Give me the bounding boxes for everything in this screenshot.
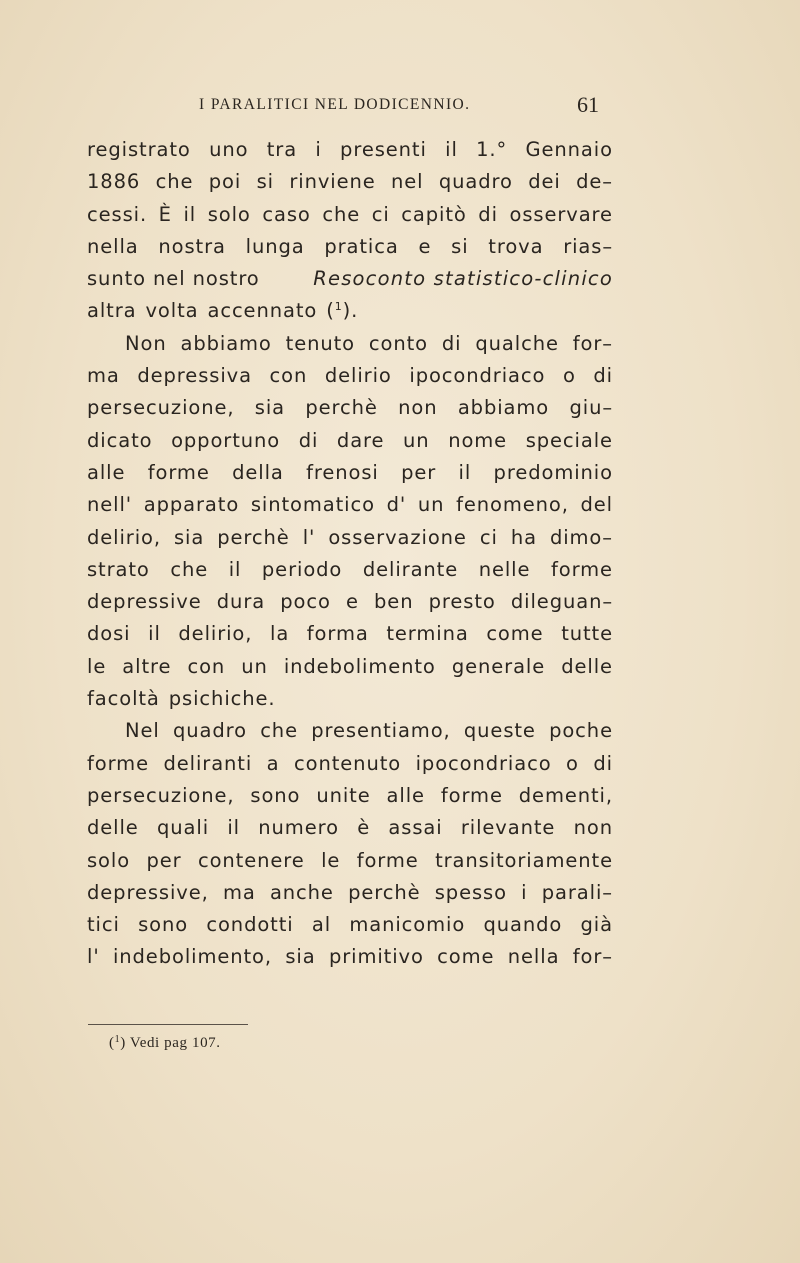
text-line: 1886 che poi si rinviene nel quadro dei de–: [87, 170, 613, 194]
running-head: [87, 92, 599, 122]
footnote-marker: ($^1$): [109, 1034, 126, 1051]
text-line: registrato uno tra i presenti il 1.° Gennaio: [87, 138, 613, 161]
text-line: depressive dura poco e ben presto dileguan–: [87, 590, 613, 614]
footnote-rule: [88, 1024, 248, 1025]
running-title: I PARALITICI NEL DODICENNIO.: [199, 96, 471, 113]
text-line-with-title: [87, 263, 613, 295]
footnote: [109, 1035, 221, 1052]
text-line: facoltà psichiche.: [87, 687, 276, 711]
text-line: nell' apparato sintomatico d' un fenomeno, del: [87, 493, 613, 517]
body-text: [87, 134, 613, 974]
text-line: nella nostra lunga pratica e si trova rias–: [87, 234, 613, 258]
text-line: alle forme della frenosi per il predominio: [87, 460, 613, 484]
italic-report-title: Resoconto statistico-clinico: [313, 267, 613, 291]
text-line: delle quali il numero è assai rilevante non: [87, 816, 613, 840]
text-line: depressive, ma anche perchè spesso i parali–: [87, 880, 613, 904]
text-line: forme deliranti a contenuto ipocondriaco o di: [87, 751, 613, 775]
text-line: delirio, sia perchè l' osservazione ci ha dimo–: [87, 525, 613, 549]
text-line: persecuzione, sia perchè non abbiamo giu–: [87, 396, 613, 420]
text-line: ma depressiva con delirio ipocondriaco o di: [87, 364, 613, 388]
text-line: dicato opportuno di dare un nome speciale: [87, 428, 613, 452]
text-line: solo per contenere le forme transitoriamente: [87, 848, 613, 872]
text-segment: sunto nel nostro: [87, 267, 260, 291]
text-line: l' indebolimento, sia primitivo come nella for–: [87, 945, 613, 969]
footnote-text: Vedi pag 107.: [129, 1035, 221, 1051]
text-line: cessi. È il solo caso che ci capitò di osservare: [87, 202, 613, 226]
text-line: altra volta accennato ($^1$).: [87, 299, 359, 323]
text-line: strato che il periodo delirante nelle forme: [87, 557, 613, 581]
text-line: le altre con un indebolimento generale delle: [87, 654, 613, 678]
text-line: Nel quadro che presentiamo, queste poche: [125, 719, 613, 743]
text-line: dosi il delirio, la forma termina come tutte: [87, 622, 613, 646]
text-line: Non abbiamo tenuto conto di qualche for–: [125, 331, 613, 355]
text-line: tici sono condotti al manicomio quando già: [87, 913, 613, 937]
page-number: 61: [577, 92, 599, 117]
text-line: persecuzione, sono unite alle forme dementi,: [87, 783, 613, 807]
